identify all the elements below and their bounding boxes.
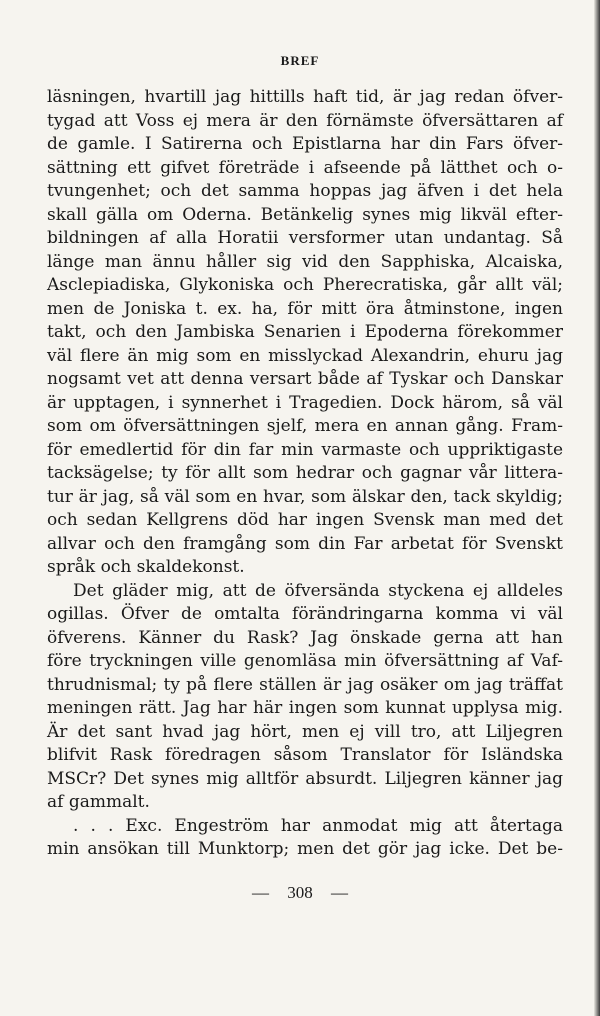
text-line: för emedlertid för din far min varmaste och uppriktigaste [47,439,563,460]
paragraph-end-line: språk och skaldekonst. [47,557,245,577]
text-line: MSCr? Det synes mig alltför absurdt. Liljegren känner jag [47,768,563,789]
paragraph-end-line: af gammalt. [47,792,150,812]
page-number-footer [0,883,600,903]
text-line: bildningen af alla Horatii versformer utan undantag. Så [47,228,563,248]
letter-body-text [47,86,563,862]
paragraph-start-line: Det gläder mig, att de öfversända styckena ej alldeles [73,580,563,601]
text-line: blifvit Rask föredragen såsom Translator för Isländska [47,745,563,765]
text-line: min ansökan till Munktorp; men det gör jag icke. Det be- [47,839,563,859]
text-line: länge man ännu håller sig vid den Sapphiska, Alcaiska, [47,251,563,272]
text-line: nogsamt vet att denna versart både af Tyskar och Danskar [47,369,563,389]
text-line: men de Joniska t. ex. ha, för mitt öra åtminstone, ingen [47,298,563,319]
left-dash: — [252,883,269,902]
text-line: de gamle. I Satirerna och Epistlarna har din Fars öfver- [47,134,563,154]
text-line: meningen rätt. Jag har här ingen som kunnat upplysa mig. [47,698,563,718]
text-line: skall gälla om Oderna. Betänkelig synes mig likväl efter- [47,204,563,225]
text-line: sättning ett gifvet företräde i afseende på lätthet och o- [47,157,563,178]
text-line: tacksägelse; ty för allt som hedrar och gagnar vår littera- [47,463,563,483]
text-line: som om öfversättningen sjelf, mera en annan gång. Fram- [47,416,563,436]
text-line: före tryckningen ville genomläsa min öfversättning af Vaf- [47,651,563,671]
text-line: Asclepiadiska, Glykoniska och Pherecratiska, går allt väl; [47,275,563,295]
text-line: Är det sant hvad jag hört, men ej vill tro, att Liljegren [47,721,563,742]
text-line: väl flere än mig som en misslyckad Alexandrin, ehuru jag [47,345,563,366]
page-edge-shadow [594,0,600,1016]
paragraph-start-line: . . . Exc. Engeström har anmodat mig att återtaga [73,815,563,836]
text-line: allvar och den framgång som din Far arbetat för Svenskt [47,533,563,554]
page-number: 308 [287,883,313,902]
running-header: BREF [280,53,320,68]
text-line: och sedan Kellgrens död har ingen Svensk man med det [47,510,563,530]
text-line: är upptagen, i synnerhet i Tragedien. Dock härom, så väl [47,392,563,413]
text-line: takt, och den Jambiska Senarien i Epoderna förekommer [47,322,563,342]
text-line: thrudnismal; ty på flere ställen är jag osäker om jag träffat [47,674,563,695]
text-line: tur är jag, så väl som en hvar, som älskar den, tack skyldig; [47,486,563,507]
text-line: ogillas. Öfver de omtalta förändringarna komma vi väl [47,604,563,624]
text-line: tvungenhet; och det samma hoppas jag äfven i det hela [47,181,563,201]
right-dash: — [331,883,348,902]
text-line: tygad att Voss ej mera är den förnämste öfversättaren af [47,110,563,131]
text-line: läsningen, hvartill jag hittills haft tid, är jag redan öfver- [47,87,563,107]
text-line: öfverens. Känner du Rask? Jag önskade gerna att han [47,627,563,648]
